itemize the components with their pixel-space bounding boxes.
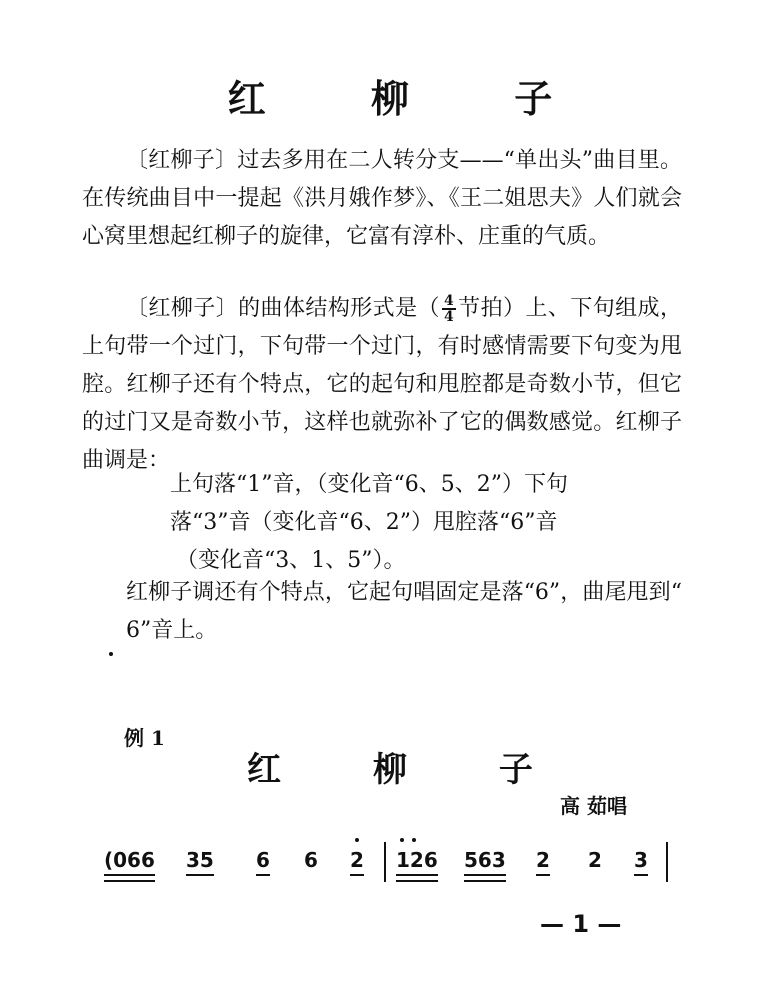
paragraph-structure-before: 〔红柳子〕的曲体结构形式是（ <box>126 296 440 321</box>
score-note: 6 <box>256 848 270 876</box>
score-note: 563 <box>464 848 506 876</box>
tone-line: （变化音“3、1、5”）。 <box>176 548 406 573</box>
bar-line <box>666 842 668 882</box>
low-octave-note: 6 <box>82 612 140 650</box>
singer-credit: 高 茹唱 <box>560 794 627 818</box>
example-label: 例 1 <box>124 726 165 750</box>
score-note: (066 <box>104 848 155 876</box>
page-number: — 1 — <box>540 910 622 938</box>
bar-line <box>384 842 386 882</box>
tone-line: 落“3”音（变化音“6、2”）甩腔落“6”音 <box>170 510 558 535</box>
tone-description <box>170 466 690 580</box>
time-signature <box>442 294 456 324</box>
high-octave-dot <box>355 838 359 842</box>
paragraph-feature <box>82 574 682 650</box>
paragraph-intro: 〔红柳子〕过去多用在二人转分支——“单出头”曲目里。在传统曲目中一提起《洪月娥作梦》、《王二姐思夫》人们就会心窝里想起红柳子的旋律，它富有淳朴、庄重的气质。 <box>82 148 682 249</box>
paragraph-structure <box>82 290 682 480</box>
score-note: 2 <box>536 848 550 876</box>
time-signature-denominator: 4 <box>443 309 454 325</box>
score-note: 35 <box>186 848 214 876</box>
page-title: 红 柳 子 <box>227 76 599 121</box>
high-octave-dot <box>412 838 416 842</box>
paragraph-feature-after: ”音上。 <box>140 618 218 643</box>
score-note: 126 <box>396 848 438 876</box>
jianpu-score <box>104 842 684 892</box>
score-note: 3 <box>634 848 648 876</box>
example-title: 红 柳 子 <box>247 750 573 790</box>
score-note: 2 <box>350 848 364 876</box>
score-note: 6 <box>304 848 318 872</box>
time-signature-numerator: 4 <box>443 293 454 309</box>
score-note: 2 <box>588 848 602 872</box>
paragraph-feature-before: 红柳子调还有个特点，它起句唱固定是落“6”，曲尾甩到“ <box>126 580 682 605</box>
paragraph-structure-after: 节拍）上、下句组成，上句带一个过门，下句带一个过门，有时感情需要下句变为甩腔。红柳子还有个特点，它的起句和甩腔都是奇数小节，但它的过门又是奇数小节，这样也就弥补了它的偶数感觉。红柳子曲调是： <box>82 296 682 473</box>
high-octave-dot <box>400 838 404 842</box>
tone-line: 上句落“1”音，（变化音“6、5、2”）下句 <box>170 472 568 497</box>
